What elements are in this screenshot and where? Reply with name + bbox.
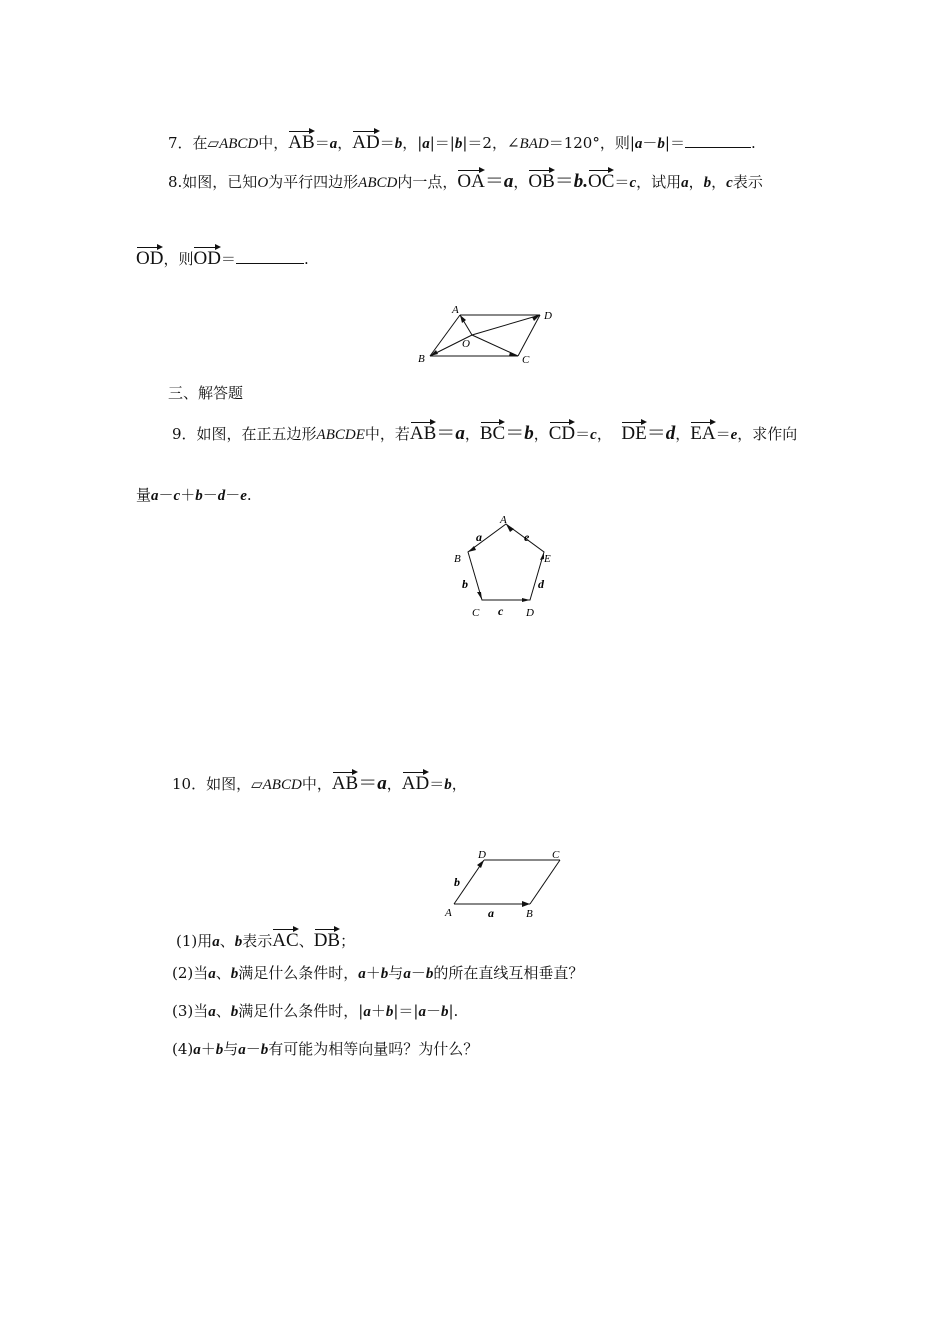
fig10-vec-a: a [488, 906, 494, 920]
q10-c2: ， [451, 775, 467, 793]
q10-a: a [377, 773, 387, 794]
vector-ac: AC [272, 926, 298, 952]
q7-a3: a [634, 136, 643, 152]
sub4-minus: － [245, 1040, 261, 1058]
fig9-vec-a: a [476, 530, 482, 544]
q8-text2: 内一点， [397, 173, 458, 191]
q10-abcd: ABCD [262, 777, 302, 793]
q7-a2: a [422, 136, 430, 152]
question-9 [172, 418, 797, 445]
q9-end: . [246, 486, 252, 504]
q10-num: 10．如图， [172, 775, 252, 793]
vector-de: DE [621, 419, 646, 445]
q9-text1: 中，若 [364, 425, 410, 443]
q10-c1: ， [386, 775, 402, 793]
q7-comma: ， [337, 134, 353, 152]
sub4-yu: 与 [223, 1040, 239, 1058]
fig8-label-o: O [462, 338, 470, 350]
question-8-line2 [136, 244, 309, 270]
fig8-label-d: D [544, 310, 552, 322]
fig8-label-b: B [418, 353, 425, 365]
q8-eq4: ＝ [220, 250, 236, 268]
vector-ab: AB [288, 128, 314, 154]
fig10-label-a: A [445, 907, 452, 919]
q9-c1: ， [464, 425, 480, 443]
q8-eq3: ＝ [614, 173, 630, 191]
q10-b: b [444, 777, 452, 793]
fig9-label-b: B [454, 553, 461, 565]
q7-end: . [750, 134, 756, 152]
q8-end: . [303, 250, 309, 268]
q7-zhong: 中， [258, 134, 289, 152]
fig9-vec-b: b [462, 577, 468, 591]
sub3-b3: b [440, 1004, 449, 1020]
fig9-label-d: D [526, 607, 534, 619]
q9-m1: － [158, 486, 174, 504]
q9-b: b [524, 423, 534, 444]
sub-question-4 [172, 1038, 478, 1059]
q8-text1: 为平行四边形 [268, 173, 359, 191]
q9-line2-pre: 量 [136, 486, 152, 504]
sub4-pre: (4) [172, 1040, 194, 1058]
sub2-pre: (2)当 [172, 964, 209, 982]
sub4-a2: a [238, 1042, 246, 1058]
q7-eq2: ＝ [379, 134, 395, 152]
sub1-sep: 、 [219, 932, 235, 950]
sub2-a: a [208, 966, 216, 982]
sub3-minus: － [425, 1002, 441, 1020]
q8-b: b [573, 171, 584, 192]
vector-ad: AD [352, 128, 379, 154]
fig10-vec-b: b [454, 875, 460, 889]
vector-db: DB [314, 926, 340, 952]
vector-ad-10: AD [402, 769, 429, 795]
sub3-a2: a [363, 1004, 371, 1020]
answer-blank-q8[interactable] [236, 251, 304, 264]
q8-c3: ， [711, 173, 727, 191]
q9-c2: ， [533, 425, 549, 443]
sub3-end: |. [448, 1002, 459, 1020]
q9-d: d [665, 423, 676, 444]
vector-ab-10: AB [332, 769, 358, 795]
figure-pentagon [440, 512, 570, 622]
q8-c1: ， [513, 173, 529, 191]
q10-eq2: ＝ [429, 775, 445, 793]
vector-ab-9: AB [410, 419, 436, 445]
q7-b3: b [657, 136, 665, 152]
q9-expr-e: e [240, 488, 247, 504]
sub2-plus: ＋ [365, 964, 381, 982]
q7-b: b [394, 136, 403, 152]
sub4-b2: b [260, 1042, 269, 1058]
q8-abcd: ABCD [358, 175, 398, 191]
sub2-a3: a [403, 966, 411, 982]
q9-c: c [590, 427, 597, 443]
fig10-label-b: B [526, 908, 533, 920]
sub2-tail: 的所在直线互相垂直？ [433, 964, 584, 982]
sub3-sep: 、 [215, 1002, 231, 1020]
q8-dot: . [583, 171, 589, 192]
q9-eq4: ＝ [646, 422, 666, 444]
fig9-vec-d: d [538, 577, 544, 591]
q9-m3: － [225, 486, 241, 504]
sub-question-2 [172, 962, 583, 983]
question-10 [172, 768, 467, 795]
q10-eq1: ＝ [358, 772, 378, 794]
sub2-b: b [230, 966, 239, 982]
q8-eq2: ＝ [554, 170, 574, 192]
q9-eq3: ＝ [575, 425, 591, 443]
q8-o: O [257, 175, 269, 191]
q8-c4: c [726, 175, 733, 191]
sub2-yu: 与 [388, 964, 404, 982]
sub3-mid2: |＝| [393, 1002, 419, 1020]
q8-a: a [503, 171, 514, 192]
q7-minus: － [642, 134, 658, 152]
q7-mid4: ＝120°，则| [548, 134, 635, 152]
q7-mid: ，| [402, 134, 423, 152]
sub2-b3: b [425, 966, 434, 982]
sub3-plus: ＋ [370, 1002, 386, 1020]
question-8 [168, 166, 763, 193]
vector-od: OD [136, 244, 163, 270]
sub1-end: ； [340, 932, 356, 950]
q9-a: a [455, 423, 465, 444]
sub3-mid: 满足什么条件时，| [238, 1002, 364, 1020]
q8-text5: ，则 [163, 250, 194, 268]
q8-c2: ， [688, 173, 704, 191]
q9-text2: ，求作向 [737, 425, 798, 443]
parallelogram-icon-2: ▱ [251, 775, 263, 793]
fig9-vec-e: e [524, 530, 530, 544]
q8-a2: a [681, 175, 689, 191]
sub4-b: b [215, 1042, 224, 1058]
sub4-plus: ＋ [200, 1040, 216, 1058]
q7-num: 7．在 [168, 134, 208, 152]
parallelogram-icon: ▱ [207, 134, 220, 152]
sub2-sep: 、 [215, 964, 231, 982]
q7-a: a [329, 136, 338, 152]
sub3-a: a [208, 1004, 216, 1020]
question-7 [168, 128, 756, 154]
q9-c3: ， [596, 425, 612, 443]
q8-num: 8.如图，已知 [168, 173, 258, 191]
q9-m2: － [202, 486, 218, 504]
vector-oc: OC [588, 167, 614, 193]
q9-expr-d: d [217, 488, 226, 504]
vector-oa: OA [457, 167, 484, 193]
q9-eq2: ＝ [505, 422, 525, 444]
sub4-tail: 有可能为相等向量吗？为什么？ [268, 1040, 479, 1058]
answer-blank-q7[interactable] [685, 135, 751, 148]
fig8-label-c: C [522, 354, 530, 366]
q7-eq: ＝ [314, 134, 330, 152]
q8-eq1: ＝ [484, 170, 504, 192]
fig8-label-a: A [452, 304, 459, 316]
question-9-line2 [136, 484, 252, 505]
q9-abcde: ABCDE [316, 427, 365, 443]
q8-b2: b [703, 175, 712, 191]
sub-question-3 [172, 1000, 458, 1021]
q8-text4: 表示 [732, 173, 763, 191]
fig10-label-c: C [552, 849, 560, 861]
q9-expr-b: b [195, 488, 203, 504]
sub4-a: a [193, 1042, 201, 1058]
sub1-a: a [212, 934, 220, 950]
fig10-label-d: D [478, 849, 486, 861]
sub3-b2: b [385, 1004, 394, 1020]
sub1-pre: (1)用 [176, 932, 213, 950]
vector-ea: EA [690, 419, 715, 445]
q8-c: c [629, 175, 637, 191]
sub1-sep2: 、 [298, 932, 314, 950]
q9-eq1: ＝ [436, 422, 456, 444]
section-heading: 三、解答题 [168, 384, 244, 402]
q7-tail: |＝ [664, 134, 685, 152]
vector-ob: OB [528, 167, 554, 193]
q7-bad: BAD [519, 136, 549, 152]
q9-expr-a: a [151, 488, 159, 504]
sub3-b: b [230, 1004, 239, 1020]
q9-c4: ， [675, 425, 691, 443]
fig9-label-e: E [544, 553, 551, 565]
q7-mid3: |＝2，∠ [462, 134, 520, 152]
q9-num: 9．如图，在正五边形 [172, 425, 317, 443]
sub3-pre: (3)当 [172, 1002, 209, 1020]
q10-zhong: 中， [301, 775, 332, 793]
vector-od-2: OD [193, 244, 220, 270]
q9-e: e [730, 427, 738, 443]
q7-mid2: |＝| [429, 134, 455, 152]
sub2-mid: 满足什么条件时， [238, 964, 359, 982]
sub2-a2: a [358, 966, 366, 982]
figure-parallelogram-o [410, 300, 570, 372]
fig9-label-a: A [500, 514, 507, 526]
sub2-b2: b [380, 966, 389, 982]
vector-bc: BC [480, 419, 505, 445]
fig9-label-c: C [472, 607, 480, 619]
q9-eq5: ＝ [715, 425, 731, 443]
sub-question-1 [176, 926, 355, 952]
vector-cd: CD [549, 419, 575, 445]
q9-p1: ＋ [180, 486, 196, 504]
sub1-mid: 表示 [242, 932, 273, 950]
sub2-minus: － [410, 964, 426, 982]
sub3-a3: a [418, 1004, 426, 1020]
fig9-vec-c: c [498, 604, 504, 618]
q7-b2: b [454, 136, 463, 152]
q7-abcd: ABCD [219, 136, 259, 152]
sub1-b: b [234, 934, 243, 950]
q9-expr-c: c [173, 488, 181, 504]
figure-parallelogram-abcd [440, 846, 570, 922]
q8-text3: ，试用 [636, 173, 682, 191]
